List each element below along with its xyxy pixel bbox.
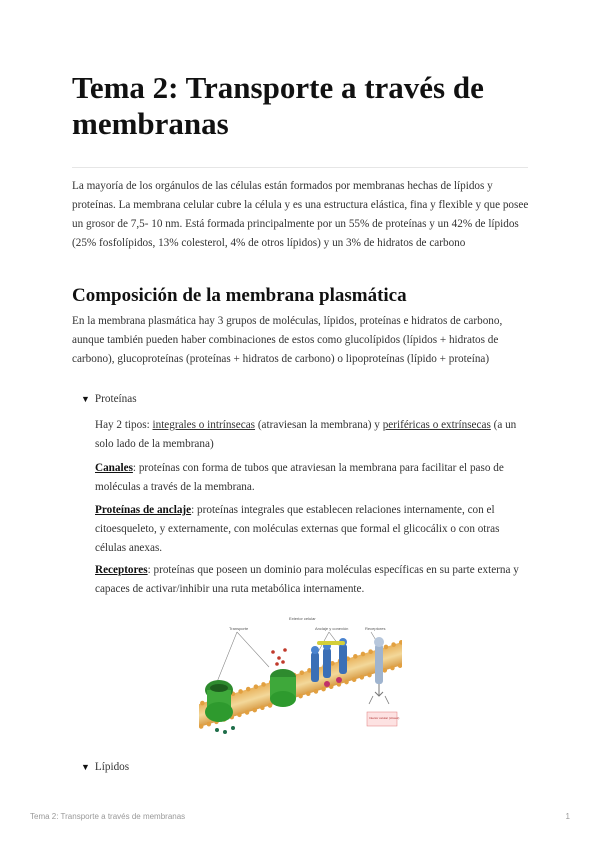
anchor-text: : proteínas integrales que establecen relaciones internamente, con el citoesqueleto, y externamente, con moléculas externas que formal el glicocálix o con otras células anexas. [95,504,500,554]
section-heading: Composición de la membrana plasmática [72,285,407,306]
protein-types-post: (a un solo lado de la membrana) [95,419,517,450]
toggle-lipids[interactable] [81,758,129,777]
figure-label-transport: Transporte [229,626,249,631]
transport-protein-left [205,680,233,722]
channels-text: : proteínas con forma de tubos que atraviesan la membrana para facilitar el paso de moléculas a través de la membrana. [95,462,504,493]
triangle-down-icon: ▼ [81,762,90,772]
term-anchor: Proteínas de anclaje [95,504,192,516]
figure-label-interior: Interior celular (citosol) [369,716,400,720]
page-title: Tema 2: Transporte a través de membranas [72,70,484,141]
transported-molecules [271,648,287,666]
protein-types-pre: Hay 2 tipos: [95,419,153,431]
title-divider [72,167,528,168]
term-channels: Canales [95,462,133,474]
triangle-down-icon: ▼ [81,394,90,404]
protein-types-mid: (atraviesan la membrana) y [255,419,383,431]
receptors-text: : proteínas que poseen un dominio para moléculas específicas en su parte externa y capaces de activar/inhibir una ruta metabólica internamente. [95,564,519,595]
membrane-proteins-figure [199,612,402,740]
toggle-proteins-label: Proteínas [94,393,137,405]
anchor-paragraph [95,501,530,558]
transported-molecules-inside [215,726,235,734]
page-footer [30,812,570,821]
figure-label-exterior: Exterior celular [289,616,316,621]
receptors-paragraph [95,561,530,599]
protein-types-paragraph [95,416,530,454]
channels-paragraph [95,459,530,497]
figure-label-receptor: Receptores [365,626,386,631]
figure-label-anchor: Anclaje y conexión [315,626,349,631]
term-integral: integrales o intrínsecas [152,419,256,431]
intro-paragraph: La mayoría de los orgánulos de las células están formados por membranas hechas de lípidos y proteínas. La membrana celular cubre la célula y es una estructura elástica, fina y flexible y que posee un grosor de 7,5- 10 nm. Está formada principalmente por un 55% de proteínas y un 42% de lípidos (25% fosfolípidos, 13% colesterol, 4% de otros lípidos) y un 3% de hidratos de carbono [72,180,529,249]
toggle-lipids-label: Lípidos [94,761,130,773]
term-peripheral: periféricas o extrínsecas [382,419,491,431]
transport-protein-right [270,669,296,707]
toggle-proteins[interactable] [81,390,137,409]
page-number: 1 [565,812,570,821]
term-receptors: Receptores [95,564,148,576]
footer-title: Tema 2: Transporte a través de membranas [30,812,186,821]
section-paragraph: En la membrana plasmática hay 3 grupos de moléculas, lípidos, proteínas e hidratos de carbono, aunque también pueden haber combinaciones de estos como glucolípidos (lípidos + hidratos de carbono), glucoproteínas (proteínas + hidratos de carbono) o lipoproteínas (lípido + proteína) [72,315,503,365]
